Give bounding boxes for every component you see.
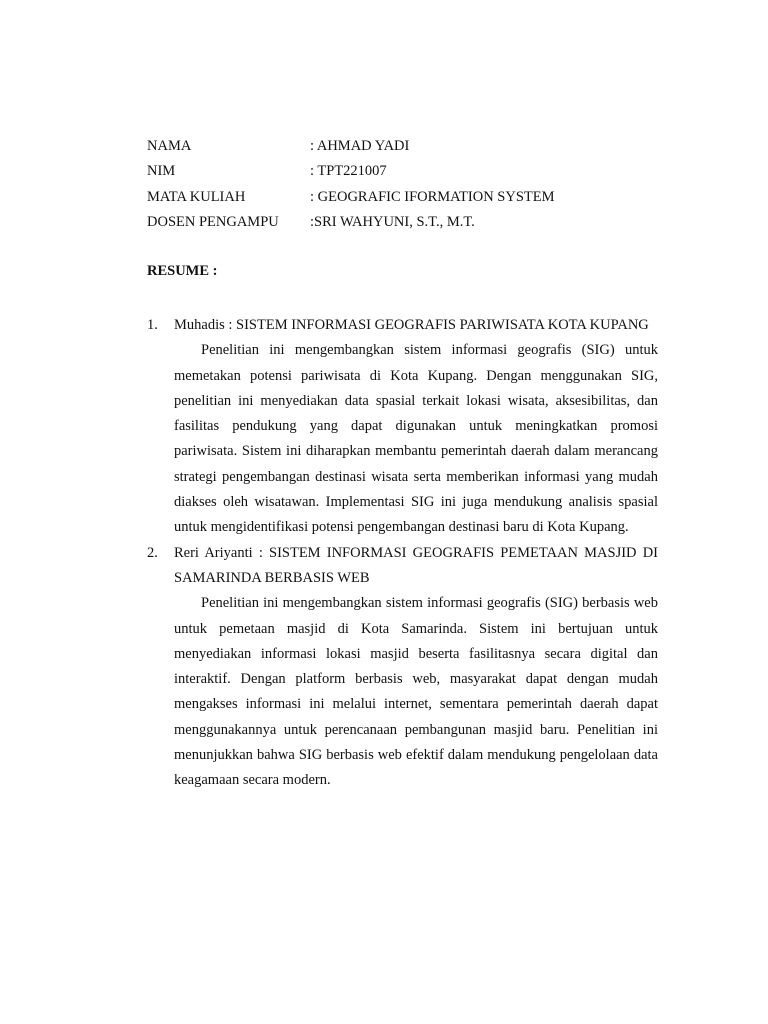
resume-heading: RESUME : — [147, 263, 218, 279]
info-label: DOSEN PENGAMPU — [147, 213, 279, 230]
list-item-title: Muhadis : SISTEM INFORMASI GEOGRAFIS PARIWISATA KOTA KUPANG — [174, 317, 649, 333]
info-row-nama — [147, 138, 555, 163]
identity-table — [147, 138, 555, 239]
list-item — [147, 541, 658, 794]
info-value: : AHMAD YADI — [310, 138, 410, 154]
list-item-number: 1. — [147, 317, 158, 333]
info-row-dosen-pengampu — [147, 214, 555, 239]
info-label: MATA KULIAH — [147, 188, 246, 205]
info-value: : TPT221007 — [310, 163, 387, 180]
resume-list — [147, 313, 658, 794]
info-label: NIM — [147, 163, 176, 180]
list-item — [147, 313, 658, 541]
list-item-title: Reri Ariyanti : SISTEM INFORMASI GEOGRAFIS PEMETAAN MASJID DI SAMARINDA BERBASIS WEB — [174, 544, 658, 586]
list-item-paragraph: Penelitian ini mengembangkan sistem informasi geografis (SIG) untuk memetakan potensi pariwisata di Kota Kupang. Dengan menggunakan SIG, penelitian ini menyediakan data spasial terkait lokasi wisata, aksesibilitas, dan fasilitas pendukung yang dapat digunakan untuk meningkatkan promosi pariwisata. Sistem ini diharapkan membantu pemerintah daerah dalam merancang strategi pengembangan destinasi wisata serta memberikan informasi yang mudah diakses oleh wisatawan. Implementasi SIG ini juga mendukung analisis spasial untuk mengidentifikasi potensi pengembangan destinasi baru di Kota Kupang. — [174, 342, 658, 536]
info-row-nim — [147, 163, 555, 188]
info-label: NAMA — [147, 138, 192, 154]
list-item-body — [174, 541, 658, 794]
info-value: : GEOGRAFIC IFORMATION SYSTEM — [310, 188, 555, 205]
info-row-mata-kuliah — [147, 189, 555, 214]
info-value: :SRI WAHYUNI, S.T., M.T. — [310, 213, 475, 230]
list-item-number: 2. — [147, 544, 158, 561]
list-item-body — [174, 313, 658, 541]
list-item-paragraph: Penelitian ini mengembangkan sistem informasi geografis (SIG) berbasis web untuk pemetaan masjid di Kota Samarinda. Sistem ini bertujuan untuk menyediakan informasi lokasi masjid beserta fasilitasnya secara digital dan interaktif. Dengan platform berbasis web, masyarakat dapat dengan mudah mengakses informasi ini melalui internet, sementara pemerintah daerah dapat menggunakannya untuk perencanaan pembangunan masjid baru. Penelitian ini menunjukkan bahwa SIG berbasis web efektif dalam mendukung pengelolaan data keagamaan secara modern. — [174, 595, 658, 789]
